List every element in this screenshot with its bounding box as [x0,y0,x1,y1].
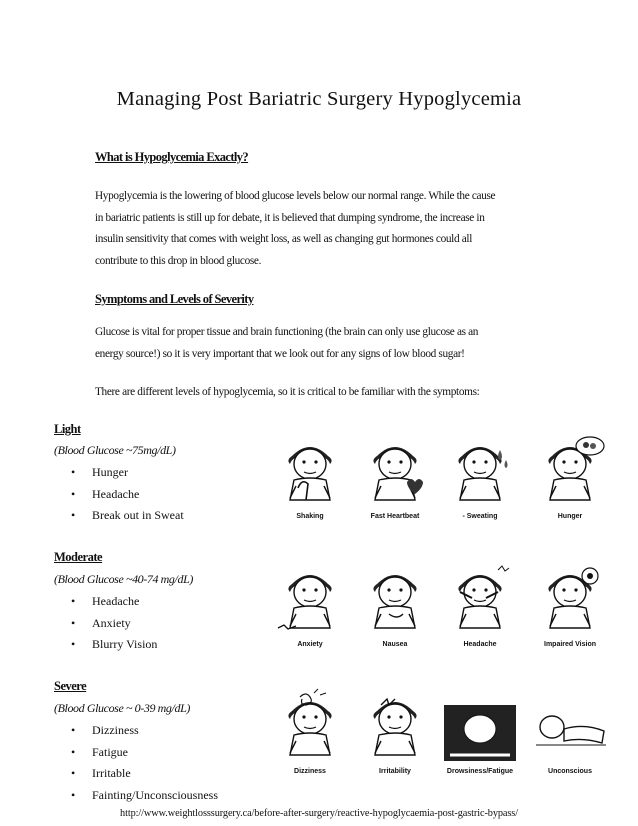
list-item: • Blurry Vision [60,634,157,656]
bullet-icon: • [71,594,76,608]
paragraph-line: energy source!) so it is very important that we look out for any signs of low blood sugar! [95,347,465,360]
list-item: • Dizziness [60,720,218,742]
section-what-is-paragraph [95,186,555,272]
cartoon-figure-icon [270,430,350,510]
cartoon-figure-icon [355,558,435,638]
symptom-illustration [355,685,435,775]
symptom-illustration [270,558,350,648]
level-light-symptom-list [60,462,184,527]
illustration-caption: Dizziness [294,768,326,775]
list-item: • Fainting/Unconsciousness [60,785,218,807]
illustration-caption: Drowsiness/Fatigue [446,768,514,775]
symptom-illustration [440,558,520,648]
level-light-range: (Blood Glucose ~75mg/dL) [54,443,176,457]
illustration-caption: Impaired Vision [544,641,596,648]
symptom-illustration [355,558,435,648]
paragraph-line: Hypoglycemia is the lowering of blood glucose levels below our normal range. While the cause [95,190,496,202]
bullet-icon: • [71,787,76,802]
illustration-caption: Unconscious [548,768,592,775]
symptoms-intro: There are different levels of hypoglycemia, so it is critical to be familiar with the symptoms: [95,386,480,398]
level-severe-heading: Severe [54,679,87,693]
list-item: • Headache [60,484,184,506]
section-heading-symptoms: Symptoms and Levels of Severity [95,292,254,306]
cartoon-figure-icon [355,685,435,765]
bullet-icon: • [71,723,76,737]
illustration-caption: Headache [463,641,497,648]
paragraph-line: Glucose is vital for proper tissue and brain functioning (the brain can only use glucose as an [95,326,479,338]
list-item: • Anxiety [60,613,157,635]
bullet-icon: • [71,486,76,501]
symptom-illustration [270,430,350,520]
paragraph-line: insulin sensitivity that comes with weight loss, as well as changing gut hormones could all [95,233,472,245]
symptom-illustration [355,430,435,520]
cartoon-figure-icon [530,430,610,510]
bullet-icon: • [71,637,76,651]
cartoon-figure-icon [440,558,520,638]
cartoon-figure-icon [270,685,350,765]
illustration-caption: Hunger [557,513,583,520]
symptom-illustration [530,430,610,520]
bullet-icon: • [71,615,76,630]
symptom-illustration [270,685,350,775]
list-item: • Fatigue [60,742,218,764]
section-heading-what-is: What is Hypoglycemia Exactly? [95,150,249,164]
symptom-illustration [440,430,520,520]
level-moderate-heading: Moderate [54,550,103,564]
cartoon-figure-icon [355,430,435,510]
illustration-caption: Irritability [379,768,411,775]
bullet-icon: • [71,465,76,479]
cartoon-figure-icon [530,558,610,638]
level-severe-range: (Blood Glucose ~ 0-39 mg/dL) [54,701,190,715]
list-item: • Headache [60,591,157,613]
level-moderate-range: (Blood Glucose ~40-74 mg/dL) [54,572,193,586]
bullet-icon: • [71,744,76,759]
symptom-illustration [530,685,610,775]
list-item: • Irritable [60,763,218,785]
bullet-icon: • [71,766,76,780]
illustration-caption: Shaking [296,513,324,520]
symptom-illustration [440,685,520,775]
paragraph-line: in bariatric patients is still up for debate, it is believed that dumping syndrome, the increase in [95,211,485,224]
source-url: http://www.weightlosssurgery.ca/before-after-surgery/reactive-hypoglycaemia-post-gastric-bypass/ [120,808,518,819]
illustration-caption: Anxiety [297,641,323,648]
cartoon-figure-icon [270,558,350,638]
page-title: Managing Post Bariatric Surgery Hypoglycemia [116,88,522,110]
cartoon-figure-icon [440,430,520,510]
illustration-caption: - Sweating [462,513,498,520]
symptom-illustration [530,558,610,648]
paragraph-line: contribute to this drop in blood glucose. [95,254,262,267]
cartoon-figure-icon [530,685,610,765]
level-moderate-symptom-list [60,591,157,656]
section-symptoms-paragraph [95,322,555,365]
cartoon-figure-icon [440,685,520,765]
list-item: • Hunger [60,462,184,484]
level-severe-symptom-list [60,720,218,806]
level-light-heading: Light [54,422,81,436]
illustration-caption: Nausea [382,641,408,648]
list-item: • Break out in Sweat [60,505,184,527]
bullet-icon: • [71,508,76,522]
illustration-caption: Fast Heartbeat [370,513,420,520]
